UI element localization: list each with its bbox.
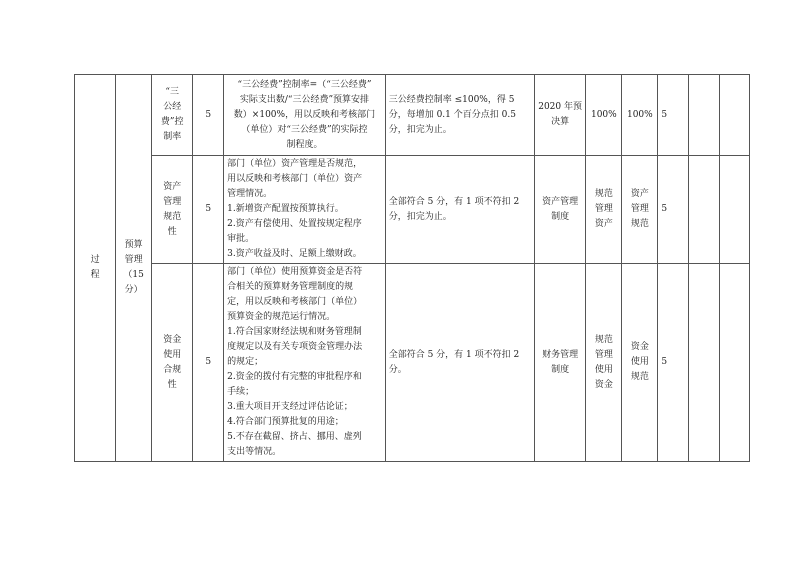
level1-cell xyxy=(75,75,116,462)
text-line: 全部符合 5 分，有 1 项不符扣 2 xyxy=(388,349,520,360)
definition-cell xyxy=(224,75,386,156)
text-line: 全部符合 5 分，有 1 项不符扣 2 xyxy=(388,196,520,207)
blank-cell xyxy=(720,156,750,264)
text-line: 预算资金的规范运行情况。 xyxy=(227,312,336,322)
text-line: 分。 xyxy=(388,364,407,375)
text-line: 公经 xyxy=(163,102,182,112)
text-line: （15 xyxy=(123,270,144,280)
text-line: 程 xyxy=(90,270,100,280)
text-line: 数）×100%，用以反映和考核部门 xyxy=(233,109,376,120)
text-line: 三公经费控制率 ≤100%，得 5 xyxy=(388,94,515,105)
blank-cell xyxy=(689,75,720,156)
actual-cell xyxy=(622,264,658,462)
text-line: 2.资产有偿使用、处置按规定程序 xyxy=(227,219,362,229)
text-line: 分，每增加 0.1 个百分点扣 0.5 xyxy=(388,109,516,120)
text-line: 制度 xyxy=(551,364,570,375)
indicator-cell xyxy=(152,156,193,264)
text-line: 资金 xyxy=(594,379,613,390)
blank-cell xyxy=(689,156,720,264)
text-line: （单位）对“三公经费”的实际控 xyxy=(241,124,368,135)
text-line: 资产 xyxy=(630,189,649,199)
text-line: 制程度。 xyxy=(286,139,323,150)
text-line: 管理 xyxy=(594,349,613,360)
text-line: 手续； xyxy=(227,387,255,397)
table-row xyxy=(75,75,750,156)
text-line: 制度 xyxy=(551,211,570,222)
text-line: 合规 xyxy=(163,364,182,375)
text-line: 度规定以及有关专项资金管理办法 xyxy=(227,342,363,352)
text-line: 4.符合部门预算批复的用途； xyxy=(227,417,344,427)
actual-cell xyxy=(622,156,658,264)
blank-cell xyxy=(689,264,720,462)
text-line: 使用 xyxy=(163,349,182,360)
text-line: “三 xyxy=(165,87,180,97)
score-cell: 5 xyxy=(658,264,689,462)
standard-cell xyxy=(385,75,534,156)
text-line: 部门（单位）资产管理是否规范， xyxy=(227,159,363,169)
text-line: 管理 xyxy=(163,196,182,207)
text-line: 规范 xyxy=(630,372,649,382)
text-line: 资金 xyxy=(630,342,649,352)
target-cell xyxy=(586,264,622,462)
target-cell: 100% xyxy=(586,75,622,156)
text-line: 管理情况。 xyxy=(227,189,273,199)
text-line: 支出等情况。 xyxy=(227,447,282,457)
text-line: 费”控 xyxy=(160,117,184,127)
text-line: 2.资金的拨付有完整的审批程序和 xyxy=(227,372,362,382)
table-row xyxy=(75,264,750,462)
text-line: 预算 xyxy=(124,240,143,250)
text-line: 用以反映和考核部门（单位）资产 xyxy=(227,174,363,184)
text-line: 3.重大项目开支经过评估论证； xyxy=(227,402,353,412)
text-line: 分） xyxy=(124,285,143,295)
text-line: 资产 xyxy=(163,181,182,192)
text-line: 使用 xyxy=(594,364,613,375)
text-line: 分，扣完为止。 xyxy=(388,211,452,222)
level2-cell xyxy=(116,75,152,462)
text-line: 资金 xyxy=(163,334,182,345)
text-line: 管理 xyxy=(594,204,613,214)
text-line: 财务管理 xyxy=(542,349,579,360)
table-row xyxy=(75,156,750,264)
weight-cell: 5 xyxy=(193,156,224,264)
indicator-cell xyxy=(152,264,193,462)
evaluation-table xyxy=(74,74,750,462)
weight-cell: 5 xyxy=(193,264,224,462)
text-line: 管理 xyxy=(124,255,143,265)
indicator-cell xyxy=(152,75,193,156)
text-line: 2020 年预 xyxy=(538,102,582,112)
text-line: 规范 xyxy=(594,334,613,345)
source-cell xyxy=(534,75,585,156)
text-line: 的规定； xyxy=(227,357,264,367)
blank-cell xyxy=(720,75,750,156)
target-cell xyxy=(586,156,622,264)
text-line: 实际支出数/“三公经费”预算安排 xyxy=(239,94,370,105)
text-line: 规范 xyxy=(594,189,613,199)
blank-cell xyxy=(720,264,750,462)
text-line: 资产 xyxy=(594,219,613,229)
text-line: 审批。 xyxy=(227,234,255,244)
text-line: 规范 xyxy=(630,219,649,229)
score-cell: 5 xyxy=(658,75,689,156)
weight-cell: 5 xyxy=(193,75,224,156)
text-line: 5.不存在截留、挤占、挪用、虚列 xyxy=(227,432,362,442)
text-line: 管理 xyxy=(630,204,649,214)
text-line: 1.新增资产配置按预算执行。 xyxy=(227,204,344,214)
definition-cell xyxy=(224,264,386,462)
text-line: 制率 xyxy=(163,132,182,142)
text-line: 定，用以反映和考核部门（单位） xyxy=(227,297,363,307)
text-line: 规范 xyxy=(163,211,182,222)
source-cell xyxy=(534,156,585,264)
text-line: 合相关的预算财务管理制度的规 xyxy=(227,282,354,292)
text-line: 使用 xyxy=(630,357,649,367)
text-line: 性 xyxy=(167,379,177,390)
standard-cell xyxy=(385,156,534,264)
actual-cell: 100% xyxy=(622,75,658,156)
text-line: 资产管理 xyxy=(542,196,579,207)
text-line: 部门（单位）使用预算资金是否符 xyxy=(227,267,363,277)
text-line: 3.资产收益及时、足额上缴财政。 xyxy=(227,249,362,259)
source-cell xyxy=(534,264,585,462)
score-cell: 5 xyxy=(658,156,689,264)
standard-cell xyxy=(385,264,534,462)
definition-cell xyxy=(224,156,386,264)
text-line: 决算 xyxy=(551,117,570,127)
text-line: “三公经费”控制率=（“三公经费” xyxy=(237,79,372,90)
text-line: 1.符合国家财经法规和财务管理制 xyxy=(227,327,362,337)
text-line: 过 xyxy=(90,255,100,265)
text-line: 性 xyxy=(167,226,177,237)
text-line: 分，扣完为止。 xyxy=(388,124,452,135)
